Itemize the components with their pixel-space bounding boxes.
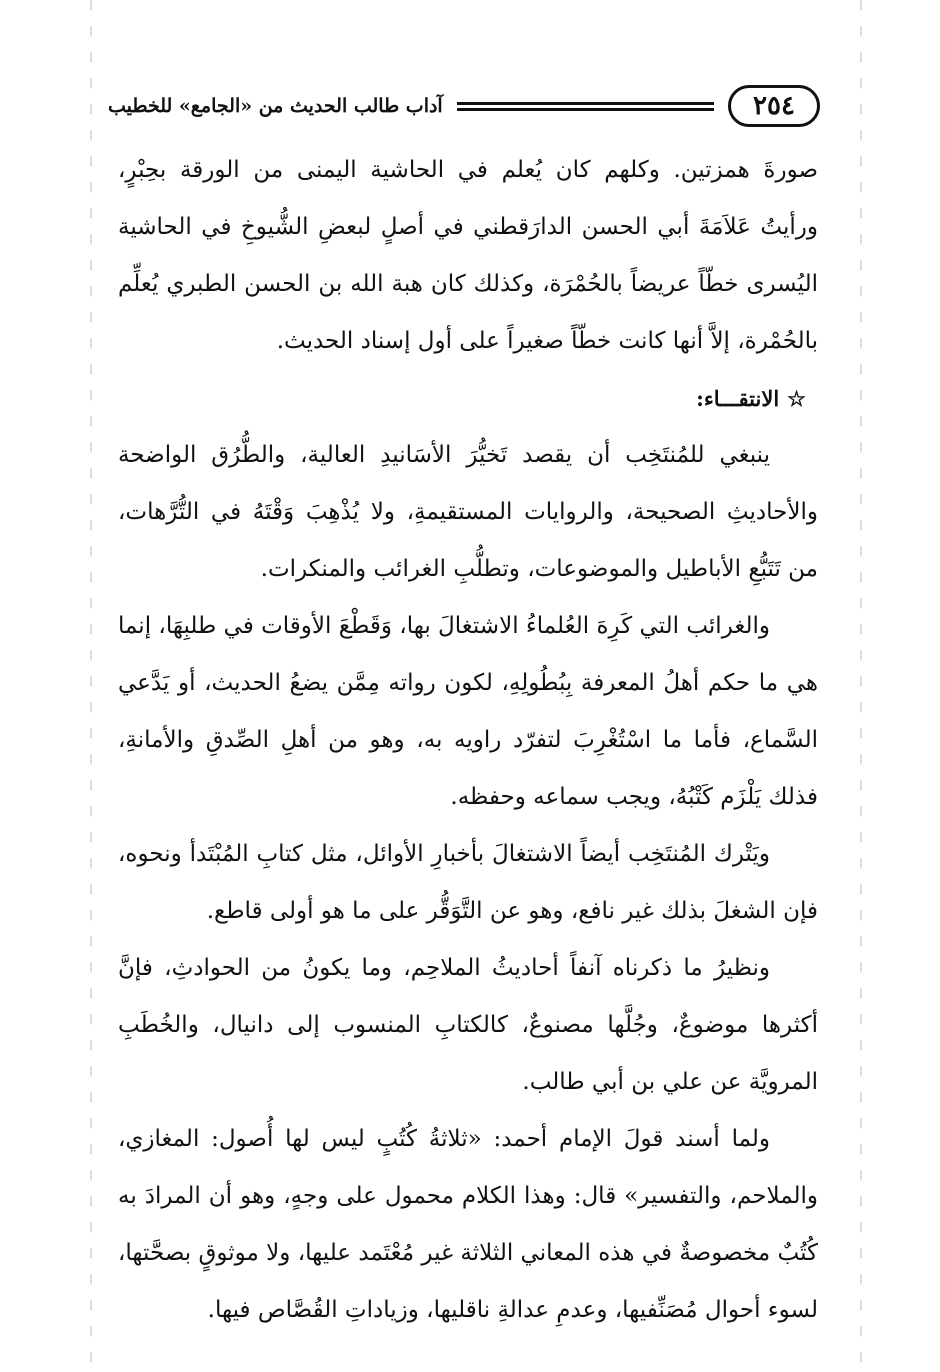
paragraph: ويَتْرك المُنتَخِب أيضاً الاشتغالَ بأخبارِ الأوائل، مثل كتابِ المُبْتَدأ ونحوه، فإن الشغلَ بذلك غير نافع، وهو عن التَّوَقُّر على ما هو أولى قاطع. — [118, 841, 818, 924]
header-rule — [457, 102, 714, 111]
paragraph: ينبغي للمُنتَخِب أن يقصد تَخيُّرَ الأسَانيدِ العالية، والطُّرُق الواضحة والأحاديثِ الصحيحة، والروايات المستقيمةِ، ولا يُذْهِبَ وَقْتَهُ في التُّرَّهات، من تَتَبُّعِ الأباطيل والموضوعات، وتطلُّبِ الغرائب والمنكرات. — [118, 442, 818, 582]
paragraph: ونظيرُ ما ذكرناه آنفاً أحاديثُ الملاحِم، وما يكونُ من الحوادثِ، فإنَّ أكثرها موضوعٌ، وجُلَّها مصنوعٌ، كالكتابِ المنسوب إلى دانيال، والخُطَبِ المرويَّة عن علي بن أبي طالب. — [118, 955, 818, 1095]
paragraph: والغرائب التي كَرِهَ العُلماءُ الاشتغالَ بها، وَقَطْعَ الأوقات في طلبِهَا، إنما هي ما حكم أهلُ المعرفة بِبُطُولِهِ، لكون رواته مِمَّن يضعُ الحديث، أو يَدَّعي السَّماع، فأما ما اسْتُغْرِبَ لتفرّد راويه به، وهو من أهلِ الصِّدقِ والأمانةِ، فذلك يَلْزَم كَتْبُهُ، ويجب سماعه وحفظه. — [118, 613, 818, 810]
paragraph: ولما أسند قولَ الإمام أحمد: «ثلاثةُ كُتُبٍ ليس لها أُصول: المغازي، والملاحم، والتفسير» قال: وهذا الكلام محمول على وجهٍ، وهو أن المرادَ به كُتُبٌ مخصوصةٌ في هذه المعاني الثلاثة غير مُعْتَمد عليها، ولا موثوقٍ بصحَّتها، لسوء أحوال مُصَنِّفيها، وعدمِ عدالةِ ناقليها، وزياداتِ القُصَّاص فيها. — [118, 1126, 818, 1323]
page-edge-left — [90, 0, 92, 1372]
page-header — [108, 78, 820, 134]
page-body — [118, 142, 818, 1339]
star-icon: ☆ — [787, 386, 806, 411]
section-heading-text: الانتقـــاء: — [696, 386, 780, 411]
paragraph-continuation: صورةَ همزتين. وكلهم كان يُعلم في الحاشية اليمنى من الورقة بحِبْرٍ، ورأيتُ عَلاَمَةَ أبي الحسن الدارَقطني في أصلٍ لبعضِ الشُّيوخِ في الحاشية اليُسرى خطّاً عريضاً بالحُمْرَة، وكذلك كان هبة الله بن الحسن الطبري يُعلِّم بالحُمْرة، إلاَّ أنها كانت خطّاً صغيراً على أول إسناد الحديث. — [118, 157, 818, 354]
page-edge-right — [860, 0, 862, 1372]
page-number: ٢٥٤ — [728, 85, 820, 127]
section-heading — [118, 370, 818, 427]
running-title: آداب طالب الحديث من «الجامع» للخطيب — [108, 95, 443, 117]
